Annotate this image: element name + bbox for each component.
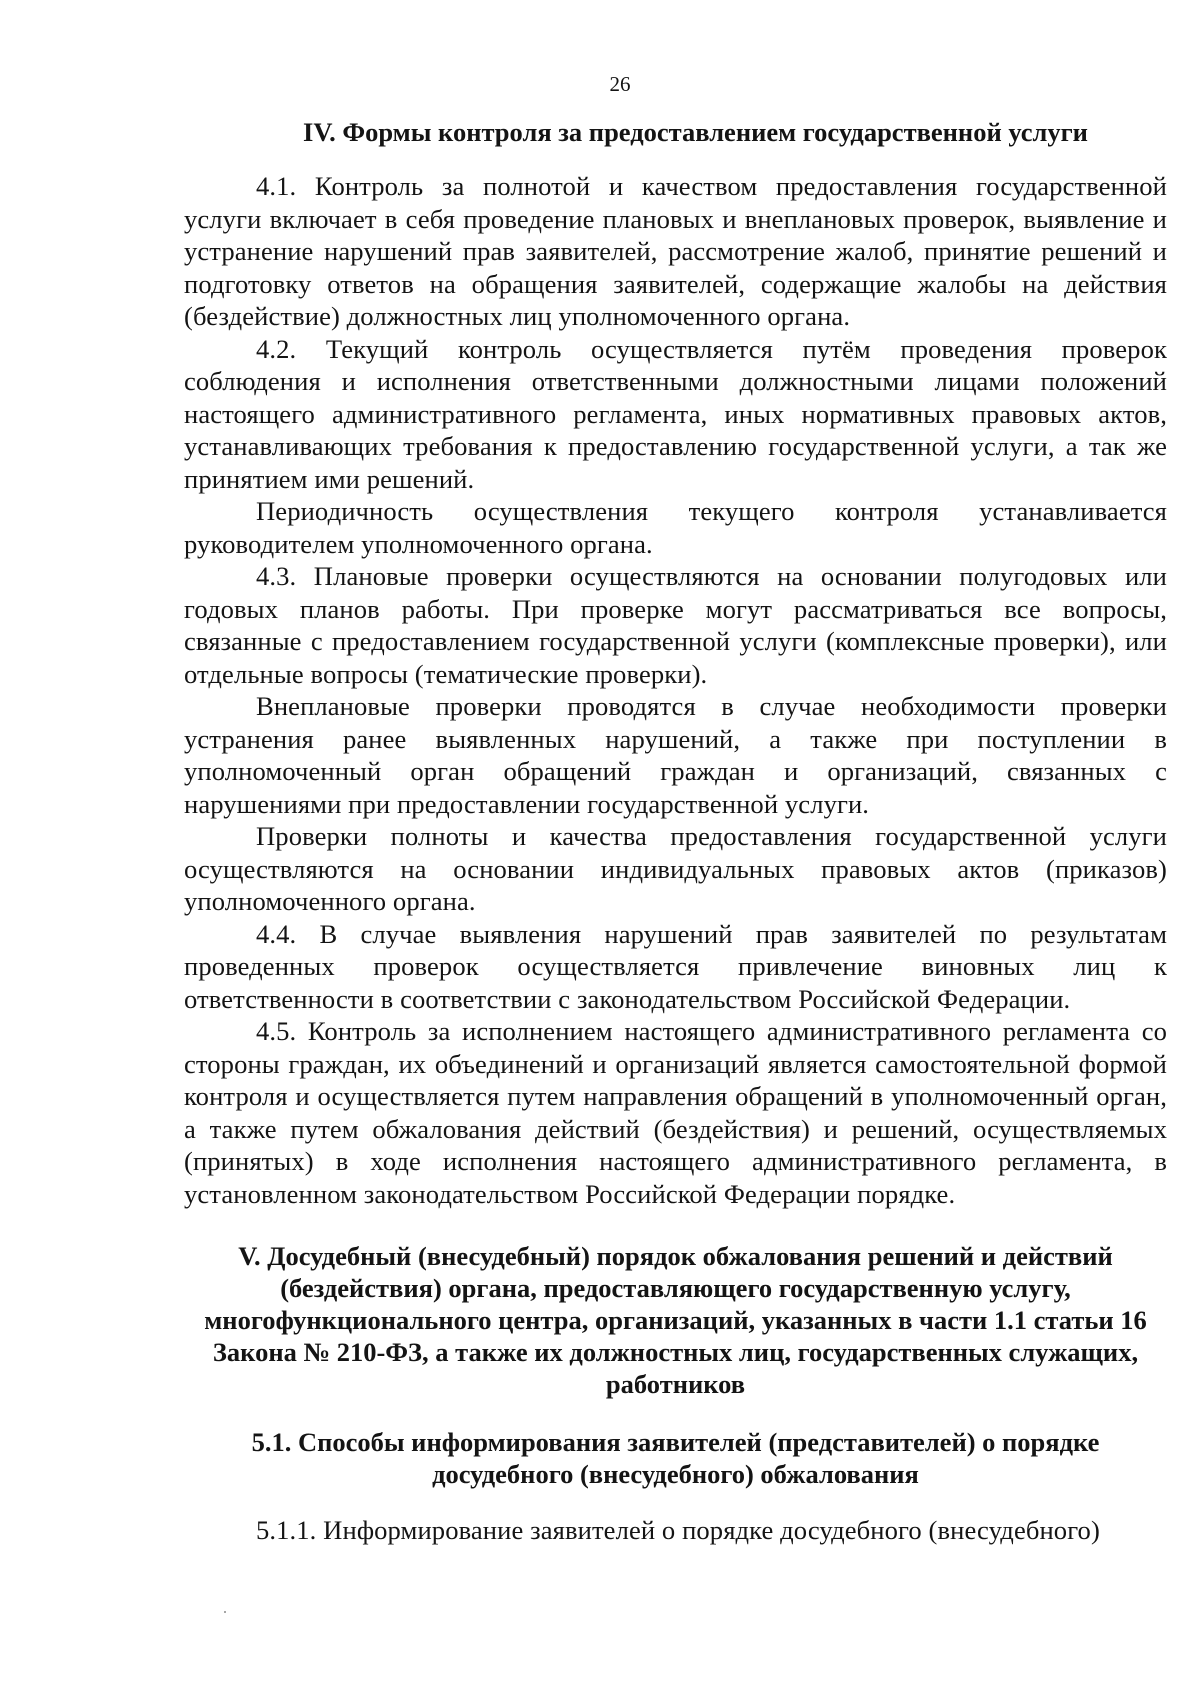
paragraph-4-3-inspections: Проверки полноты и качества предоставления государственной услуги осуществляются на основании индивидуальных правовых актов (приказов) уполномоченного органа. xyxy=(184,821,1167,916)
subsection-5-1-heading: 5.1. Способы информирования заявителей (представителей) о порядке досудебного (внесудебного) обжалования xyxy=(251,1427,1100,1489)
paragraph-4-3: 4.3. Плановые проверки осуществляются на основании полугодовых или годовых планов работы. При проверке могут рассматриваться все вопросы, связанные с предоставлением государственной услуги (комплексные проверки), или отдельные вопросы (тематические проверки). xyxy=(184,561,1167,689)
section-4-heading: IV. Формы контроля за предоставлением государственной услуги xyxy=(303,117,1088,147)
page-number: 26 xyxy=(609,72,631,96)
paragraph-4-5: 4.5. Контроль за исполнением настоящего административного регламента со стороны граждан, их объединений и организаций является самостоятельной формой контроля и осуществляется путем направления обращений в уполномоченный орган, а также путем обжалования действий (бездействия) и решений, осуществляемых (принятых) в ходе исполнения настоящего административного регламента, в установленном законодательством Российской Федерации порядке. xyxy=(184,1016,1167,1209)
paragraph-4-4: 4.4. В случае выявления нарушений прав заявителей по результатам проведенных проверок осуществляется привлечение виновных лиц к ответственности в соответствии с законодательством Российской Федерации. xyxy=(184,918,1167,1014)
section-5-heading: V. Досудебный (внесудебный) порядок обжалования решений и действий (бездействия) органа, предоставляющего государственную услугу, многофункционального центра, организаций, указанных в части 1.1 статьи 16 Закона № 210-ФЗ, а также их должностных лиц, государственных служащих, работников xyxy=(204,1241,1147,1399)
paragraph-4-3-unscheduled: Внеплановые проверки проводятся в случае необходимости проверки устранения ранее выявленных нарушений, а также при поступлении в уполномоченный орган обращений граждан и организаций, связанных с нарушениями при предоставлении государственной услуги. xyxy=(184,691,1167,819)
paragraph-5-1-1: 5.1.1. Информирование заявителей о порядке досудебного (внесудебного) xyxy=(256,1515,1100,1545)
paragraph-4-1: 4.1. Контроль за полнотой и качеством предоставления государственной услуги включает в себя проведение плановых и внеплановых проверок, выявление и устранение нарушений прав заявителей, рассмотрение жалоб, принятие решений и подготовку ответов на обращения заявителей, содержащие жалобы на действия (бездействие) должностных лиц уполномоченного органа. xyxy=(184,171,1167,331)
paragraph-4-2-periodicity: Периодичность осуществления текущего контроля устанавливается руководителем уполномоченного органа. xyxy=(184,496,1167,559)
document-body xyxy=(184,116,1167,1547)
paragraph-4-2: 4.2. Текущий контроль осуществляется путём проведения проверок соблюдения и исполнения ответственными должностными лицами положений настоящего административного регламента, иных нормативных правовых актов, устанавливающих требования к предоставлению государственной услуги, а так же принятием ими решений. xyxy=(184,333,1167,494)
scan-speck xyxy=(224,1611,226,1613)
